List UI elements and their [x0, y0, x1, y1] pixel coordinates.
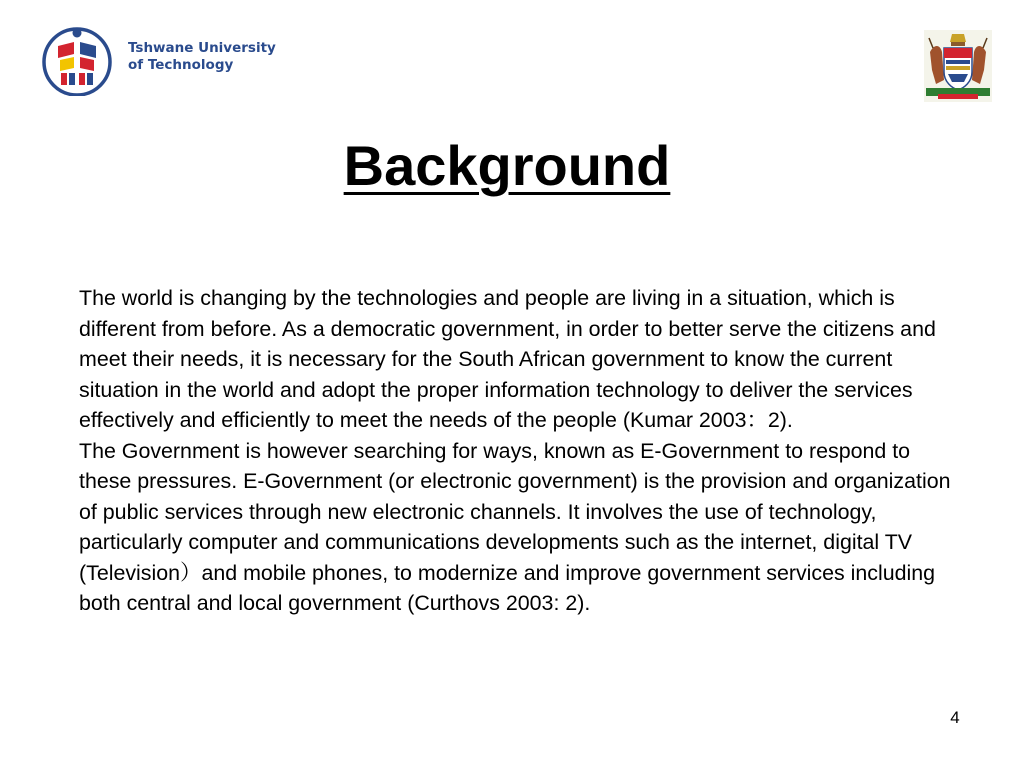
body-paragraph: The Government is however searching for ways, known as E-Government to respond to these pressures. E-Government (or electronic government) is the provision and organization of public services through new electronic channels. It involves the use of technology, particularly computer and communications developments such as the internet, digital TV (Television）and mobile phones, to modernize and improve government services including both central and local government (Curthovs 2003: 2).	[79, 438, 951, 615]
coat-of-arms-icon	[924, 30, 992, 102]
slide-body	[79, 283, 959, 619]
slide-title-text: Background	[343, 134, 671, 197]
slide-title	[0, 130, 1014, 202]
university-name-line1: Tshwane University	[128, 40, 276, 56]
page-number: 4	[950, 708, 960, 727]
tut-logo-icon	[34, 24, 120, 96]
university-name-line2: of Technology	[128, 57, 234, 73]
university-logo	[34, 24, 304, 96]
university-name	[128, 40, 276, 74]
body-paragraph: The world is changing by the technologies and people are living in a situation, which is different from before. As a democratic government, in order to better serve the citizens and meet their needs, it is necessary for the South African government to know the current situation in the world and adopt the proper information technology to deliver the services effectively and efficiently to meet the needs of the people (Kumar 2003：2).	[79, 286, 936, 432]
